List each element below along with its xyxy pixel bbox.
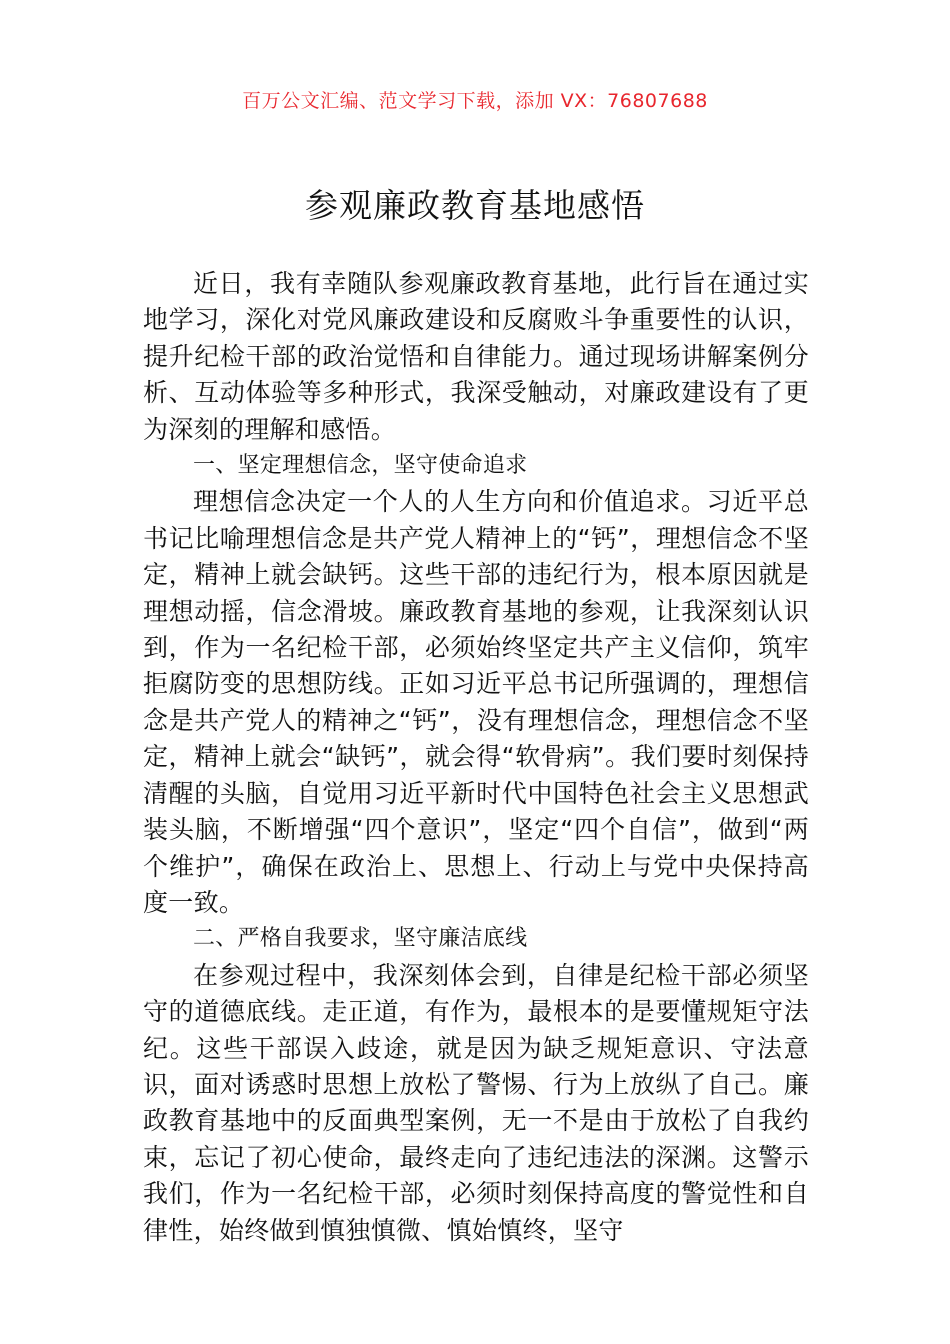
watermark-header: 百万公文汇编、范文学习下载，添加 VX：76807688 (242, 90, 708, 112)
section-2-paragraph: 在参观过程中，我深刻体会到，自律是纪检干部必须坚守的道德底线。走正道，有作为，最根本的是要懂规矩守法纪。这些干部误入歧途，就是因为缺乏规矩意识、守法意识，面对诱惑时思想上放松了警惕、行为上放纵了自己。廉政教育基地中的反面典型案例，无一不是由于放松了自我约束，忘记了初心使命，最终走向了违纪违法的深渊。这警示我们，作为一名纪检干部，必须时刻保持高度的警觉性和自律性，始终做到慎独慎微、慎始慎终，坚守 (143, 960, 809, 1245)
document-title: 参观廉政教育基地感悟 (305, 186, 645, 225)
section-1-heading: 一、坚定理想信念，坚守使命追求 (192, 453, 528, 479)
section-1-paragraph: 理想信念决定一个人的人生方向和价值追求。习近平总书记比喻理想信念是共产党人精神上的“钙”，理想信念不坚定，精神上就会缺钙。这些干部的违纪行为，根本原因就是理想动摇，信念滑坡。廉政教育基地的参观，让我深刻认识到，作为一名纪检干部，必须始终坚定共产主义信仰，筑牢拒腐防变的思想防线。正如习近平总书记所强调的，理想信念是共产党人的精神之“钙”，没有理想信念，理想信念不坚定，精神上就会“缺钙”，就会得“软骨病”。我们要时刻保持清醒的头脑，自觉用习近平新时代中国特色社会主义思想武装头脑，不断增强“四个意识”，坚定“四个自信”，做到“两个维护”，确保在政治上、思想上、行动上与党中央保持高度一致。 (143, 487, 809, 917)
section-2-heading: 二、严格自我要求，坚守廉洁底线 (192, 926, 528, 952)
intro-paragraph: 近日，我有幸随队参观廉政教育基地，此行旨在通过实地学习，深化对党风廉政建设和反腐败斗争重要性的认识，提升纪检干部的政治觉悟和自律能力。通过现场讲解案例分析、互动体验等多种形式，我深受触动，对廉政建设有了更为深刻的理解和感悟。 (143, 269, 809, 444)
document-body (143, 266, 809, 1249)
